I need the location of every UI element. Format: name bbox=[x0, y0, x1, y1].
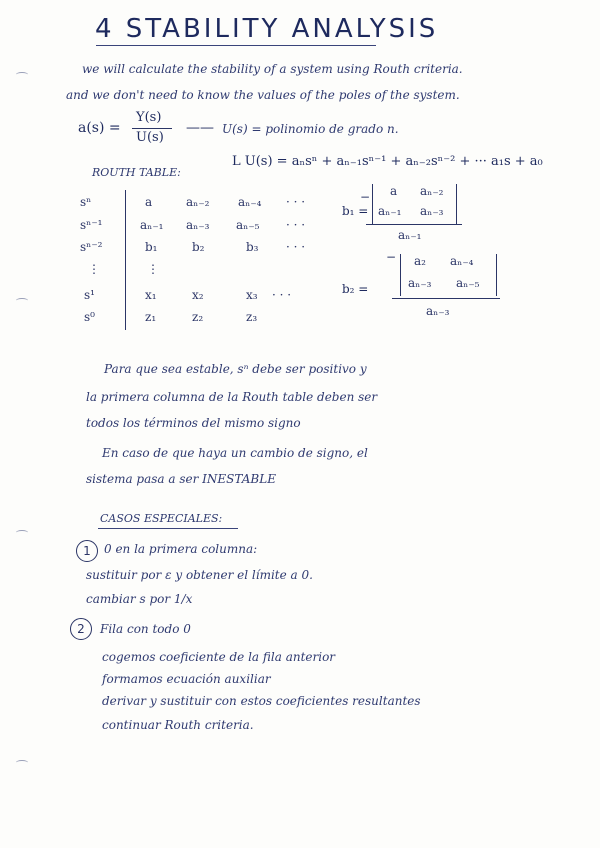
transfer-lhs: a(s) = bbox=[78, 120, 121, 136]
table-cell: aₙ₋₃ bbox=[186, 218, 210, 232]
para-line-4: En caso de que haya un cambio de signo, el bbox=[102, 446, 368, 460]
transfer-rhs: U(s) = polinomio de grado n. bbox=[222, 122, 399, 136]
determinant-bar bbox=[456, 184, 457, 224]
determinant-bar bbox=[496, 254, 497, 296]
routh-table-label: ROUTH TABLE: bbox=[92, 166, 181, 179]
b2-label: b₂ = bbox=[342, 282, 369, 296]
table-cell: · · · bbox=[286, 218, 306, 232]
table-cell: ⋮ bbox=[147, 262, 159, 276]
table-cell: aₙ₋₄ bbox=[238, 195, 262, 209]
determinant-bar bbox=[372, 184, 373, 224]
b2-m21: aₙ₋₃ bbox=[408, 276, 432, 290]
table-cell: · · · bbox=[286, 240, 306, 254]
b1-m12: aₙ₋₂ bbox=[420, 184, 444, 198]
row-label: s⁰ bbox=[84, 310, 95, 324]
table-cell: b₁ bbox=[145, 240, 158, 254]
case-1-badge: 1 bbox=[76, 540, 98, 562]
transfer-denominator: U(s) bbox=[136, 130, 164, 145]
fraction-bar bbox=[132, 128, 172, 129]
b1-denominator: aₙ₋₁ bbox=[398, 228, 422, 242]
row-label: ⋮ bbox=[88, 262, 100, 276]
table-cell: z₃ bbox=[246, 310, 258, 324]
table-cell: z₁ bbox=[145, 310, 157, 324]
para-line-1: Para que sea estable, sⁿ debe ser positivo y bbox=[104, 362, 367, 376]
b2-m12: aₙ₋₄ bbox=[450, 254, 474, 268]
b1-m22: aₙ₋₃ bbox=[420, 204, 444, 218]
b2-m11: a₂ bbox=[414, 254, 426, 268]
case-1-line-1: sustituir por ε y obtener el límite a 0. bbox=[86, 568, 313, 582]
margin-mark bbox=[16, 298, 28, 303]
b2-m22: aₙ₋₅ bbox=[456, 276, 480, 290]
table-cell: z₂ bbox=[192, 310, 204, 324]
para-line-3: todos los términos del mismo signo bbox=[86, 416, 301, 430]
table-cell: x₃ bbox=[246, 288, 258, 302]
row-label: sⁿ bbox=[80, 195, 92, 209]
row-label: sⁿ⁻¹ bbox=[80, 218, 103, 232]
case-2-line-3: derivar y sustituir con estos coeficientes resultantes bbox=[102, 694, 421, 708]
margin-mark bbox=[16, 760, 28, 765]
special-cases-heading: CASOS ESPECIALES: bbox=[100, 512, 223, 525]
row-label: s¹ bbox=[84, 288, 95, 302]
page-title: 4 STABILITY ANALYSIS bbox=[95, 14, 439, 44]
b1-m21: aₙ₋₁ bbox=[378, 204, 402, 218]
case-2-line-2: formamos ecuación auxiliar bbox=[102, 672, 271, 686]
intro-line-2: and we don't need to know the values of the poles of the system. bbox=[66, 88, 460, 102]
table-cell: aₙ₋₅ bbox=[236, 218, 260, 232]
table-cell: x₂ bbox=[192, 288, 204, 302]
b1-label: b₁ = bbox=[342, 204, 369, 218]
margin-mark bbox=[16, 530, 28, 535]
b1-minus: − bbox=[360, 190, 371, 204]
case-2-badge: 2 bbox=[70, 618, 92, 640]
transfer-dash: —— bbox=[186, 120, 214, 136]
determinant-bar bbox=[400, 254, 401, 296]
para-line-5: sistema pasa a ser INESTABLE bbox=[86, 472, 276, 486]
characteristic-polynomial: L U(s) = aₙsⁿ + aₙ₋₁sⁿ⁻¹ + aₙ₋₂sⁿ⁻² + ··· a₁s + a₀ bbox=[232, 154, 543, 169]
intro-line-1: we will calculate the stability of a system using Routh criteria. bbox=[82, 62, 463, 76]
table-cell: b₃ bbox=[246, 240, 259, 254]
table-cell: · · · bbox=[272, 288, 292, 302]
case-1-line-2: cambiar s por 1/x bbox=[86, 592, 193, 606]
transfer-numerator: Y(s) bbox=[136, 110, 162, 125]
fraction-bar bbox=[392, 298, 500, 299]
table-cell: x₁ bbox=[145, 288, 157, 302]
b2-minus: − bbox=[386, 250, 397, 264]
case-2-title: Fila con todo 0 bbox=[100, 622, 191, 636]
fraction-bar bbox=[366, 224, 462, 225]
table-cell: aₙ₋₂ bbox=[186, 195, 210, 209]
heading-underline bbox=[98, 528, 238, 529]
table-cell: aₙ₋₁ bbox=[140, 218, 164, 232]
table-cell: a bbox=[145, 195, 153, 209]
para-line-2: la primera columna de la Routh table deben ser bbox=[86, 390, 378, 404]
title-underline bbox=[96, 45, 376, 46]
table-divider bbox=[125, 190, 126, 330]
case-1-title: 0 en la primera columna: bbox=[104, 542, 258, 556]
table-cell: · · · bbox=[286, 195, 306, 209]
case-2-line-4: continuar Routh criteria. bbox=[102, 718, 254, 732]
b2-denominator: aₙ₋₃ bbox=[426, 304, 450, 318]
row-label: sⁿ⁻² bbox=[80, 240, 103, 254]
table-cell: b₂ bbox=[192, 240, 205, 254]
margin-mark bbox=[16, 72, 28, 77]
b1-m11: a bbox=[390, 184, 398, 198]
case-2-line-1: cogemos coeficiente de la fila anterior bbox=[102, 650, 336, 664]
